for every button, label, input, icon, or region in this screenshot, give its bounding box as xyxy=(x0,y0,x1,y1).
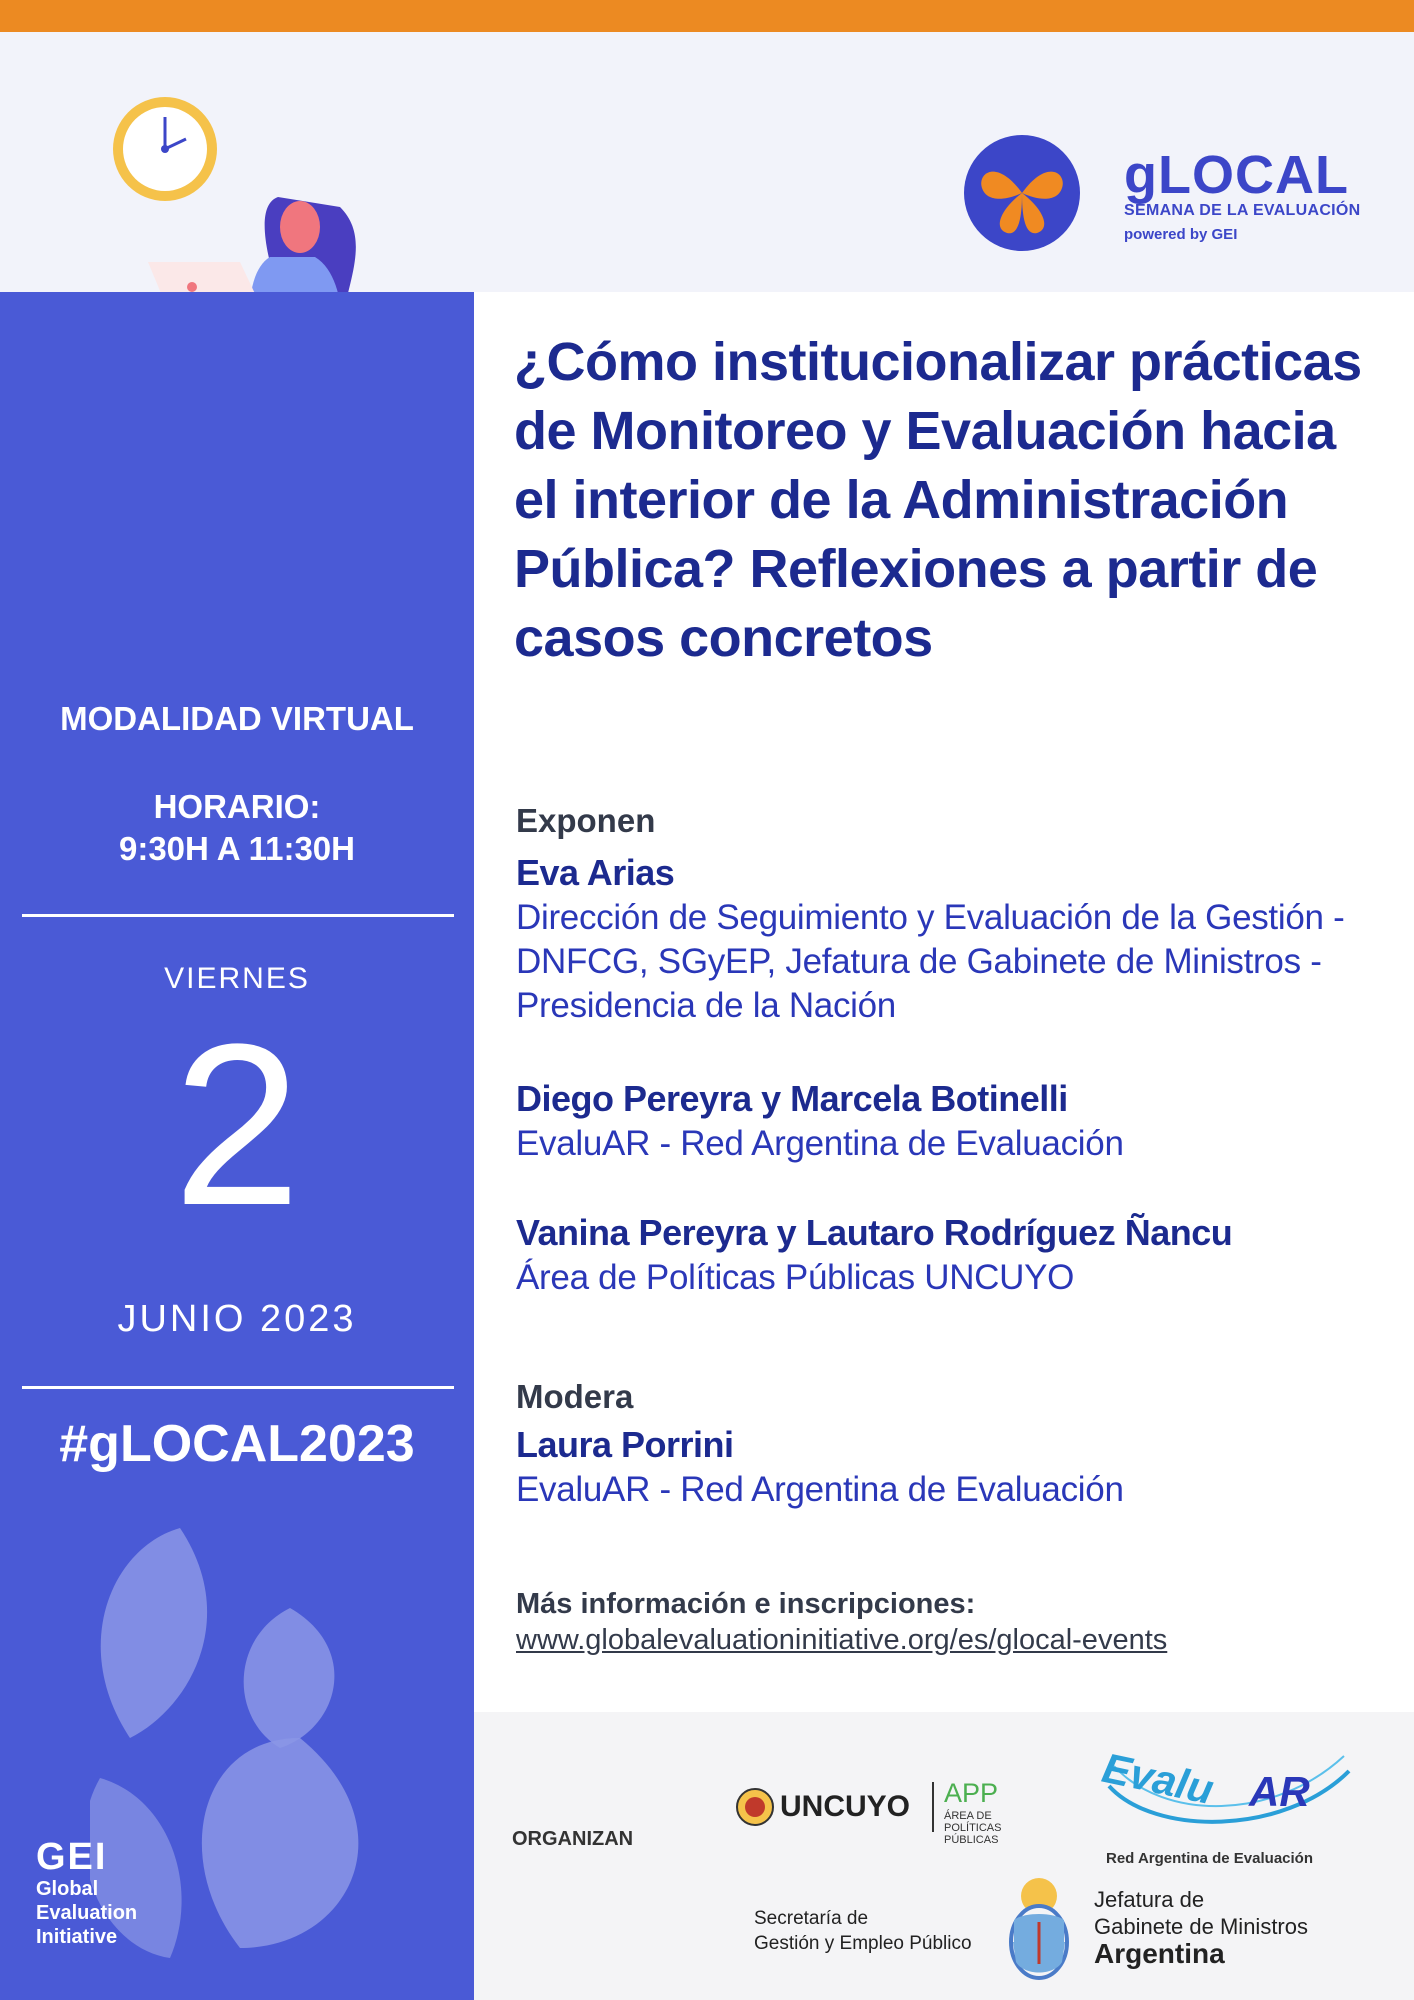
evaluar-wordmark xyxy=(1094,1726,1364,1846)
main-content xyxy=(474,292,1414,1712)
clock-icon xyxy=(113,97,217,201)
glocal-name: gLOCAL xyxy=(1124,145,1349,205)
speaker-3-affiliation: Área de Políticas Públicas UNCUYO xyxy=(516,1258,1075,1297)
event-weekday: VIERNES xyxy=(164,962,310,995)
svg-text:Evalu: Evalu xyxy=(1098,1743,1218,1814)
argentina-coat-of-arms-icon xyxy=(1004,1872,1074,1992)
divider-bottom xyxy=(22,1386,454,1389)
evaluar-logo xyxy=(1094,1726,1364,1866)
decorative-petals xyxy=(90,1528,474,1978)
jefatura-line-1: Jefatura de xyxy=(1094,1887,1205,1912)
app-subtitle-line-1: ÁREA DE POLÍTICAS xyxy=(944,1810,1002,1834)
glocal-powered-by: powered by GEI xyxy=(1124,226,1238,243)
app-name: APP xyxy=(944,1778,999,1808)
hashtag: #gLOCAL2023 xyxy=(59,1415,415,1473)
jefatura-logo-text xyxy=(1094,1886,1308,1967)
uncuyo-logo xyxy=(736,1778,1036,1846)
speaker-3-name: Vanina Pereyra y Lautaro Rodríguez Ñancu xyxy=(516,1212,1233,1253)
secretaria-line-1: Secretaría de xyxy=(754,1908,869,1929)
header-area xyxy=(0,32,1414,292)
uncuyo-seal-icon xyxy=(736,1788,774,1826)
speaker-1-affiliation: Dirección de Seguimiento y Evaluación de la Gestión - DNFCG, SGyEP, Jefatura de Gabinete de Ministros - Presidencia de la Nación xyxy=(516,898,1345,1025)
organizan-label: ORGANIZAN xyxy=(512,1828,634,1850)
organizers-footer xyxy=(474,1712,1414,2000)
divider-top xyxy=(22,914,454,917)
uncuyo-name: UNCUYO xyxy=(780,1790,911,1823)
evaluar-caption: Red Argentina de Evaluación xyxy=(1106,1850,1313,1867)
gei-line-3: Initiative xyxy=(36,1926,118,1948)
moderator-name: Laura Porrini xyxy=(516,1424,734,1465)
glocal-subtitle: SEMANA DE LA EVALUACIÓN xyxy=(1124,202,1361,219)
secretaria-logo-text xyxy=(754,1906,972,1956)
modalidad-text: MODALIDAD VIRTUAL xyxy=(60,700,414,737)
speaker-2-affiliation: EvaluAR - Red Argentina de Evaluación xyxy=(516,1124,1124,1163)
uncuyo-divider xyxy=(932,1782,934,1832)
gei-logo xyxy=(36,1837,137,1949)
speaker-2-name: Diego Pereyra y Marcela Botinelli xyxy=(516,1078,1068,1119)
app-subtitle-line-2: PÚBLICAS xyxy=(944,1834,999,1846)
gei-mark: GEI xyxy=(36,1836,108,1878)
secretaria-line-2: Gestión y Empleo Público xyxy=(754,1933,972,1954)
jefatura-line-3: Argentina xyxy=(1094,1938,1225,1969)
glocal-butterfly-icon xyxy=(952,128,1112,258)
app-subtitle xyxy=(944,1810,1036,1846)
glocal-logo xyxy=(952,128,1372,258)
info-label: Más información e inscripciones: xyxy=(516,1588,976,1620)
event-month-year: JUNIO 2023 xyxy=(117,1298,357,1340)
moderator-affiliation: EvaluAR - Red Argentina de Evaluación xyxy=(516,1470,1124,1509)
jefatura-line-2: Gabinete de Ministros xyxy=(1094,1914,1308,1939)
modera-label: Modera xyxy=(516,1378,634,1415)
sidebar xyxy=(0,292,474,2000)
event-day: 2 xyxy=(173,996,301,1253)
event-title: ¿Cómo institucionalizar prácticas de Monitoreo y Evaluación hacia el interior de la Administración Pública? Reflexiones a partir de casos concretos xyxy=(514,332,1362,668)
top-accent-bar xyxy=(0,0,1414,32)
gei-line-1: Global xyxy=(36,1878,99,1900)
gei-line-2: Evaluation xyxy=(36,1902,138,1924)
info-link[interactable]: www.globalevaluationinitiative.org/es/glocal-events xyxy=(516,1624,1168,1656)
horario-label: HORARIO: xyxy=(153,788,321,825)
exponen-label: Exponen xyxy=(516,802,656,839)
speaker-1-name: Eva Arias xyxy=(516,852,675,893)
svg-text:AR: AR xyxy=(1249,1768,1310,1815)
horario-value: 9:30H A 11:30H xyxy=(118,830,355,867)
